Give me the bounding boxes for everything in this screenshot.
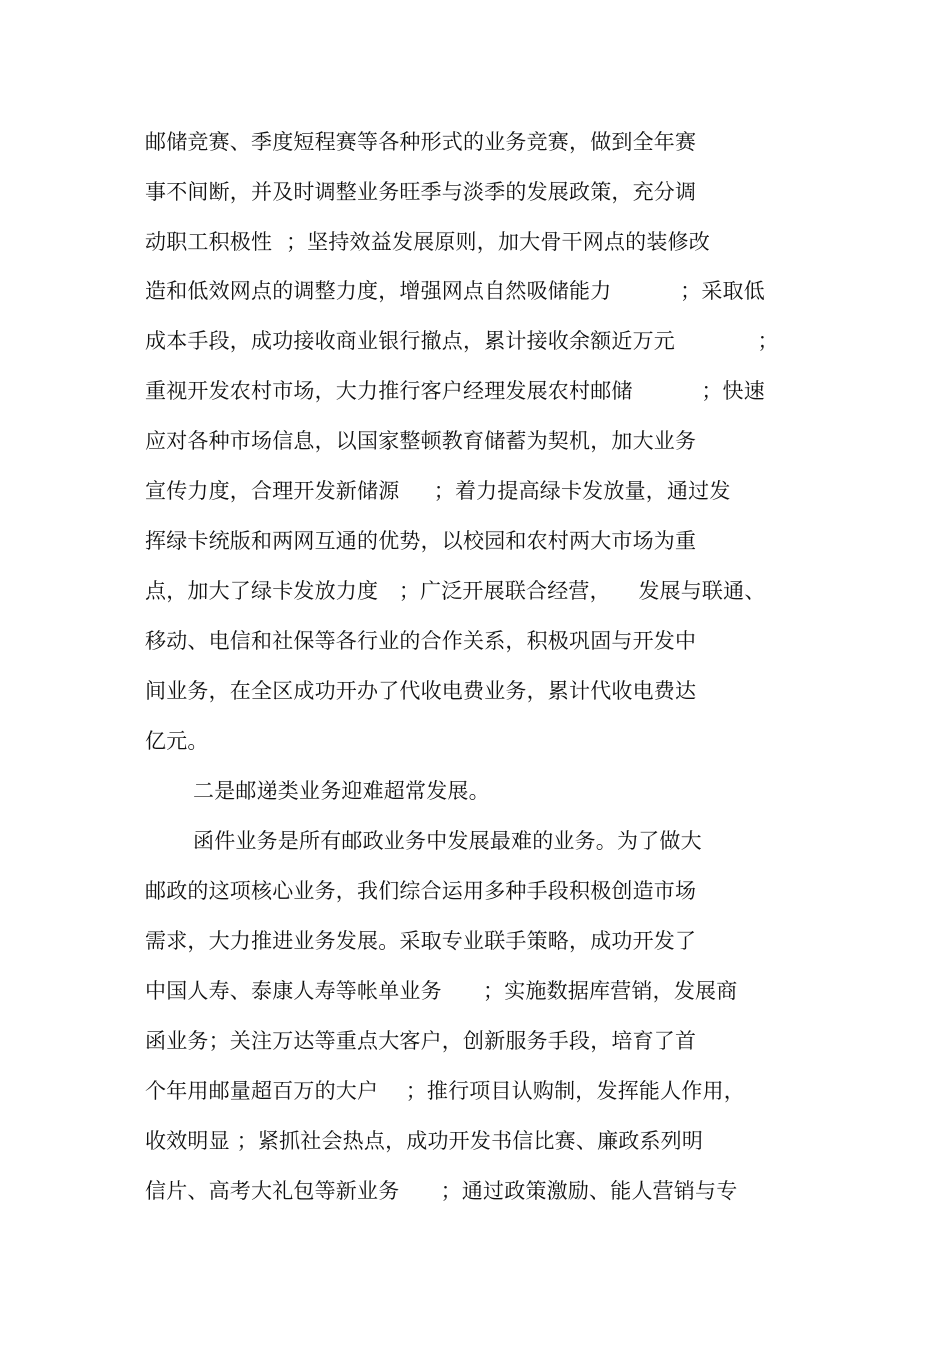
section-heading: 二是邮递类业务迎难超常发展。 — [193, 779, 490, 803]
text-line-18: 中国人寿、泰康人寿等帐单业务 ；实施数据库营销，发展商 — [145, 979, 738, 1003]
text-line-16: 邮政的这项核心业务，我们综合运用多种手段积极创造市场 — [145, 879, 697, 903]
text-line-4: 造和低效网点的调整力度，增强网点自然吸储能力 ；采取低 — [145, 279, 765, 303]
text-line-6: 重视开发农村市场，大力推行客户经理发展农村邮储 ；快速 — [145, 379, 765, 403]
text-line-19: 函业务；关注万达等重点大客户，创新服务手段，培育了首 — [145, 1029, 697, 1053]
text-line-20: 个年用邮量超百万的大户 ；推行项目认购制，发挥能人作用， — [145, 1079, 745, 1103]
text-line-8: 宣传力度，合理开发新储源 ；着力提高绿卡发放量，通过发 — [145, 479, 731, 503]
text-line-22: 信片、高考大礼包等新业务 ；通过政策激励、能人营销与专 — [145, 1179, 738, 1203]
text-line-21: 收效明显 ；紧抓社会热点，成功开发书信比赛、廉政系列明 — [145, 1129, 704, 1153]
text-line-13: 亿元。 — [145, 729, 209, 753]
text-line-11: 移动、电信和社保等各行业的合作关系，积极巩固与开发中 — [145, 629, 697, 653]
text-line-17: 需求，大力推进业务发展。采取专业联手策略，成功开发了 — [145, 929, 697, 953]
text-line-10: 点，加大了绿卡发放力度 ；广泛开展联合经营， 发展与联通、 — [145, 579, 766, 603]
text-line-7: 应对各种市场信息，以国家整顿教育储蓄为契机，加大业务 — [145, 429, 697, 453]
text-line-5: 成本手段，成功接收商业银行撤点，累计接收余额近万元 ； — [145, 329, 779, 353]
text-line-3: 动职工积极性 ；坚持效益发展原则，加大骨干网点的装修改 — [145, 230, 710, 254]
text-line-9: 挥绿卡统版和两网互通的优势，以校园和农村两大市场为重 — [145, 529, 697, 553]
text-line-15: 函件业务是所有邮政业务中发展最难的业务。为了做大 — [193, 829, 702, 853]
text-line-1: 邮储竞赛、季度短程赛等各种形式的业务竞赛，做到全年赛 — [145, 130, 697, 154]
text-line-2: 事不间断，并及时调整业务旺季与淡季的发展政策，充分调 — [145, 180, 697, 204]
text-line-12: 间业务，在全区成功开办了代收电费业务，累计代收电费达 — [145, 679, 697, 703]
